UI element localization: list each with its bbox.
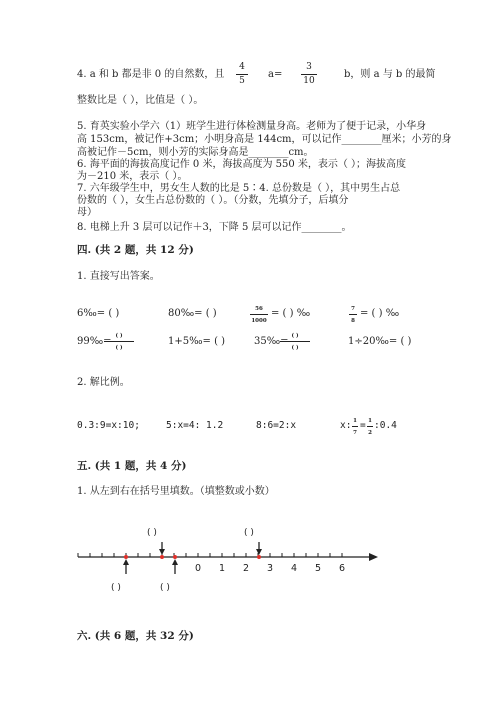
fraction-denominator: ( ) — [291, 345, 299, 351]
fraction-numerator: 1 — [368, 418, 372, 424]
number-line — [0, 520, 500, 600]
arrow-up-1-head — [123, 559, 129, 565]
fraction-denominator: 8 — [351, 318, 355, 324]
proportion-3: 8:6=2:x — [256, 420, 297, 431]
fraction-denominator: ( ) — [115, 345, 123, 351]
s5-q1-label: 1. 从左到右在括号里填数。（填整数或小数） — [77, 486, 275, 497]
q7-line2: 份数的（ ），女生占总份数的（ ）。（分数，先填分子，后填分 — [77, 195, 349, 206]
number-line-tick-label: 2 — [243, 563, 250, 574]
arrow-down-2-head — [256, 549, 262, 555]
answer-paren-above-1: ( ) — [147, 528, 157, 538]
section-6-title: 六. (共 6 题，共 32 分) — [77, 630, 194, 642]
calc-56-over-1000-fraction — [250, 304, 268, 325]
number-line-tick-label: 1 — [219, 563, 226, 574]
s4-q2-label: 2. 解比例。 — [77, 377, 130, 388]
q8-line1: 8. 电梯上升 3 层可以记作＋3，下降 5 层可以记作________。 — [77, 222, 352, 233]
q4-line2: 整数比是（ ），比值是（ ）。 — [77, 95, 204, 106]
q4-fraction-1 — [236, 63, 248, 86]
fraction-numerator: ( ) — [291, 333, 299, 339]
proportion-4-start: x: — [340, 420, 352, 431]
q7-line3: 母） — [77, 207, 97, 218]
section-4-title: 四. (共 2 题，共 12 分) — [77, 244, 194, 256]
proportion-1: 0.3:9=x:10; — [77, 420, 140, 431]
proportion-4-fraction-2 — [367, 416, 373, 437]
number-line-tick-label: 5 — [315, 563, 322, 574]
calc-80-permil: 80‰= ( ) — [168, 308, 217, 319]
calc-99-permil-fraction — [104, 331, 134, 352]
calc-99-permil-label: 99‰= — [77, 336, 112, 347]
calc-7-over-8-fraction — [349, 304, 357, 325]
red-marker-3 — [173, 555, 177, 559]
number-line-tick-label: 6 — [339, 563, 346, 574]
q7-line1: 7. 六年级学生中，男女生人数的比是 5∶4. 总份数是（ ），其中男生占总 — [77, 183, 401, 194]
fraction-numerator: 1 — [353, 418, 357, 424]
arrow-up-2-head — [172, 559, 178, 565]
fraction-numerator: ( ) — [115, 333, 123, 339]
q6-line1: 6. 海平面的海拔高度记作 0 米，海拔高度为 550 米，表示（ ）；海拔高度 — [77, 159, 407, 170]
proportion-4-end: :0.4 — [374, 420, 397, 431]
answer-paren-below-2: ( ) — [160, 583, 170, 593]
calc-7-over-8-answer: = ( ) ‰ — [360, 308, 400, 319]
proportion-2: 5:x=4: 1.2 — [166, 420, 224, 431]
number-line-tick-label: 0 — [195, 563, 202, 574]
fraction-numerator: 3 — [306, 62, 312, 72]
proportion-4-fraction-1 — [352, 416, 358, 437]
calc-35-permil-fraction — [280, 331, 310, 352]
answer-paren-below-1: ( ) — [111, 583, 121, 593]
fraction-numerator: 7 — [351, 306, 355, 312]
calc-6-permil: 6‰= ( ) — [77, 308, 120, 319]
section-5-title: 五. (共 1 题，共 4 分) — [77, 460, 187, 472]
s4-q1-label: 1. 直接写出答案。 — [77, 271, 160, 282]
calc-1-div-20-permil: 1÷20‰= ( ) — [348, 336, 412, 347]
q4-text-part1: 4. a 和 b 都是非 0 的自然数，且 — [77, 69, 225, 80]
proportion-4-equals: = — [360, 420, 366, 431]
q5-line3: 高被记作－5cm，则小芳的实际身高是________cm。 — [77, 147, 314, 158]
red-marker-2 — [160, 555, 164, 559]
q6-line2: 为－210 米，表示（ ）。 — [77, 171, 188, 182]
fraction-denominator: 2 — [368, 430, 372, 436]
q5-line2: 高 153cm，被记作+3cm；小明身高是 144cm，可以记作________厘米；小芳的身 — [77, 134, 452, 145]
calc-56-over-1000-answer: = ( ) ‰ — [271, 308, 311, 319]
q4-text-mid: a= — [268, 69, 283, 80]
answer-paren-above-2: ( ) — [244, 528, 254, 538]
fraction-denominator: 1000 — [251, 318, 267, 324]
fraction-denominator: 10 — [303, 76, 315, 86]
calc-1-plus-5-permil: 1+5‰= ( ) — [168, 336, 226, 347]
number-line-arrowhead — [369, 553, 378, 561]
fraction-numerator: 4 — [239, 62, 245, 72]
number-line-tick-label: 4 — [291, 563, 298, 574]
calc-35-permil-label: 35‰= — [254, 336, 289, 347]
red-marker-4 — [257, 555, 261, 559]
number-line-tick-label: 3 — [267, 563, 274, 574]
fraction-denominator: 7 — [353, 430, 357, 436]
red-marker-1 — [124, 555, 128, 559]
q5-line1: 5. 育英实验小学六（1）班学生进行体检测量身高。老师为了便于记录，小华身 — [77, 121, 427, 132]
q4-text-part2: b，则 a 与 b 的最简 — [344, 69, 436, 80]
fraction-numerator: 56 — [255, 306, 263, 312]
fraction-denominator: 5 — [239, 76, 245, 86]
arrow-down-1-head — [159, 549, 165, 555]
q4-fraction-2 — [301, 63, 317, 86]
